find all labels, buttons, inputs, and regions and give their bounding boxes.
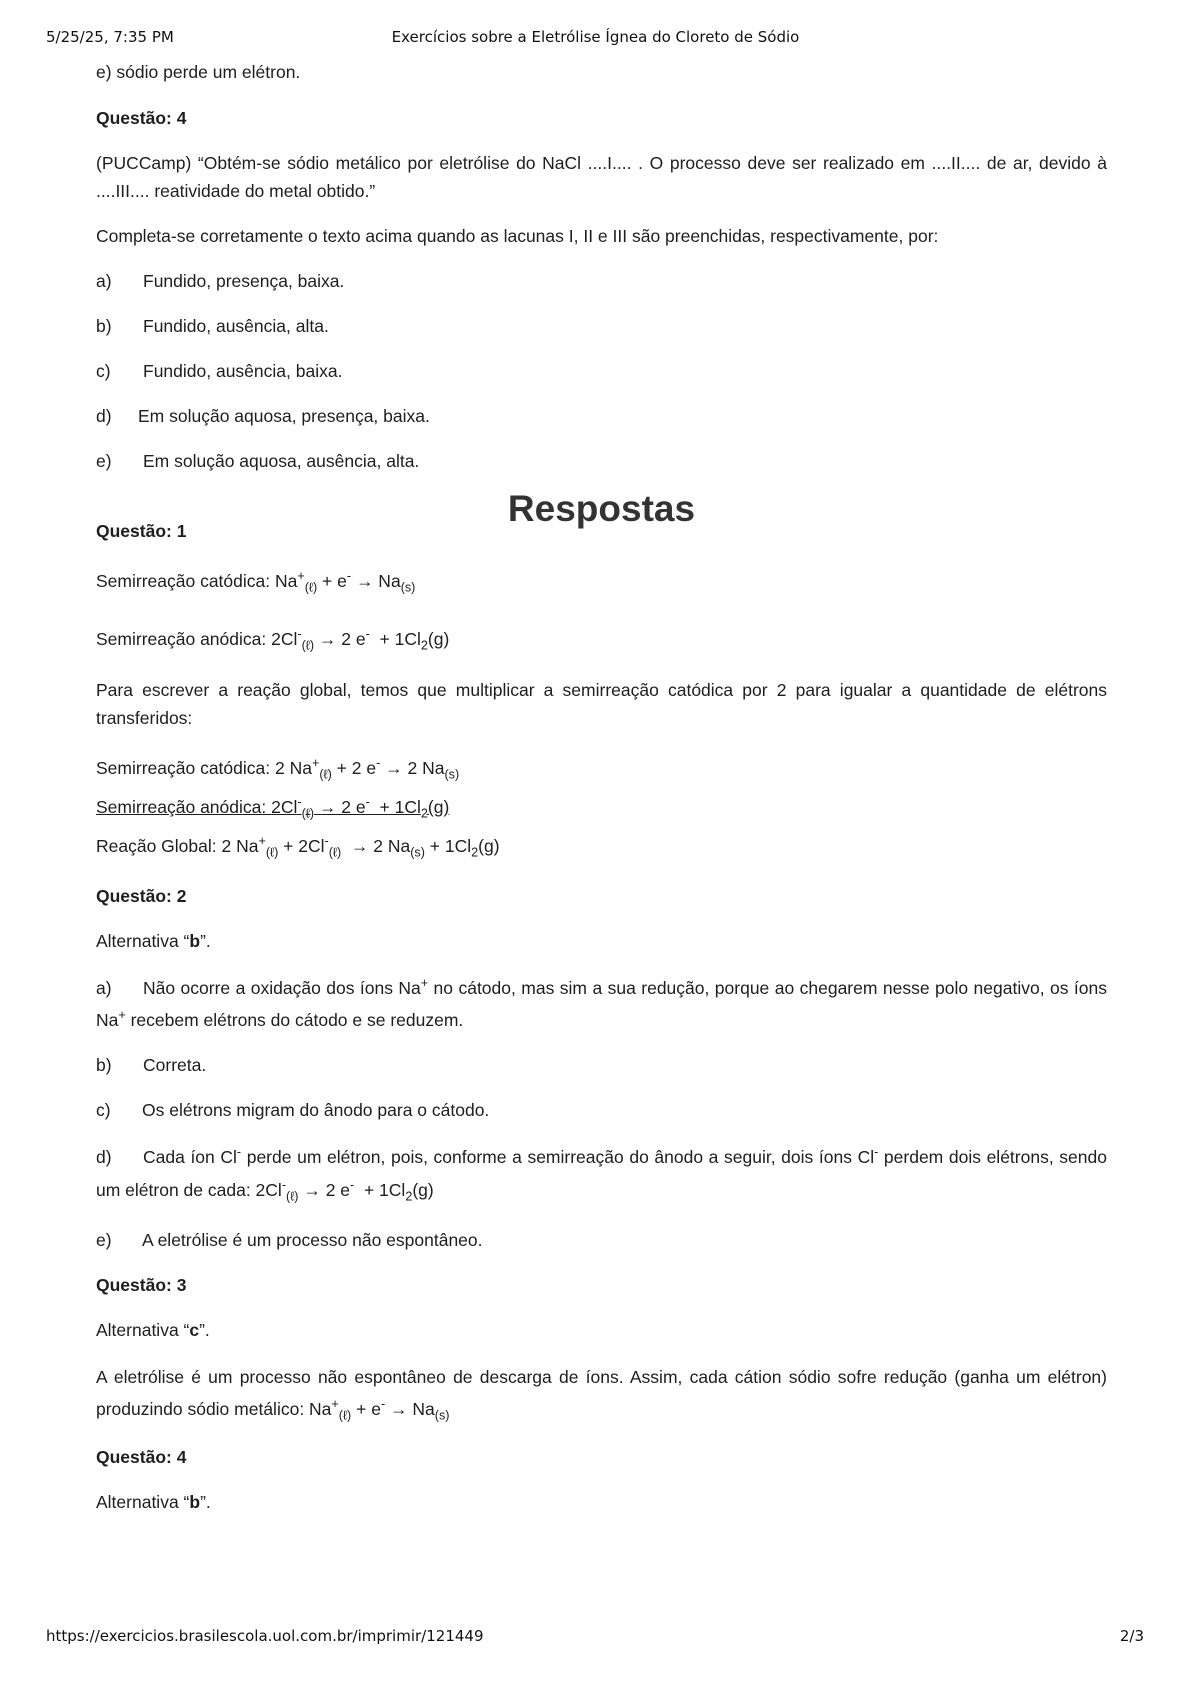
option-letter: a) bbox=[96, 271, 112, 291]
anodic-half-reaction: Semirreação anódica: $2Cl^-_{(\ell)} \to 2$ $e^- + 1Cl_2(g)$ bbox=[96, 627, 450, 653]
item-letter: e) bbox=[96, 1230, 112, 1250]
answer-3-text: A eletrólise é um processo não espontâneo de descarga de íons. Assim, cada cátion sódio sofre redução (ganha um elétron) produzindo sódio metálico: $Na^+_{(\ell)} + e^- \to Na_{(s)}$ bbox=[96, 1367, 1107, 1423]
print-page-title: Exercícios sobre a Eletrólise Ígnea do Cloreto de Sódio bbox=[391, 28, 800, 46]
global-cathodic-label: Semirreação catódica: bbox=[96, 758, 275, 778]
print-datetime: 5/25/25, 7:35 PM bbox=[46, 28, 174, 46]
answers-heading: Respostas bbox=[507, 488, 696, 529]
answer-3-alternative bbox=[96, 1316, 1107, 1344]
option-text: Fundido, presença, baixa. bbox=[143, 271, 345, 291]
page-number: 2/3 bbox=[1119, 1627, 1144, 1645]
item-d-text-1: Cada íon Cl bbox=[143, 1147, 237, 1167]
option-letter: b) bbox=[96, 316, 112, 336]
answer-2-title: Questão: 2 bbox=[96, 886, 187, 906]
answer-2-item-e bbox=[96, 1226, 1107, 1254]
option-letter: c) bbox=[96, 361, 111, 381]
item-a-text-1: Não ocorre a oxidação dos íons Na bbox=[143, 978, 421, 998]
answer-2-item-c bbox=[96, 1096, 1107, 1124]
answer-prefix: Alternativa “ bbox=[96, 931, 190, 951]
print-header bbox=[0, 28, 1191, 50]
option-text: Em solução aquosa, ausência, alta. bbox=[143, 451, 420, 471]
answer-letter: b bbox=[189, 931, 201, 951]
print-url[interactable]: https://exercicios.brasilescola.uol.com.br/imprimir/121449 bbox=[46, 1627, 484, 1645]
item-letter: b) bbox=[96, 1055, 112, 1075]
global-reaction-label: Reação Global: bbox=[96, 836, 222, 856]
item-letter: d) bbox=[96, 1147, 112, 1167]
item-letter: a) bbox=[96, 978, 112, 998]
answer-suffix: ”. bbox=[199, 1320, 210, 1340]
answer-prefix: Alternativa “ bbox=[96, 1320, 190, 1340]
answer-3-title: Questão: 3 bbox=[96, 1275, 187, 1295]
answer-2-item-d: d) Cada íon Cl- perde um elétron, pois, conforme a semirreação do ânodo a seguir, dois íons Cl- perdem dois elétrons, sendo um elétron de cada: $2Cl^-_{(\ell)} \to 2$ $e^- + 1Cl_2(g)$ bbox=[96, 1141, 1107, 1207]
previous-option-e: e) sódio perde um elétron. bbox=[96, 62, 301, 82]
option-text: Em solução aquosa, presença, baixa. bbox=[138, 406, 430, 426]
answer-2-alternative bbox=[96, 927, 1107, 955]
option-letter: d) bbox=[96, 406, 112, 426]
answer-2-item-a: a) Não ocorre a oxidação dos íons Na+ no cátodo, mas sim a sua redução, porque ao chegarem nesse polo negativo, os íons Na+ recebem elétrons do cátodo e se reduzem. bbox=[96, 972, 1107, 1036]
option-a bbox=[96, 267, 1107, 295]
answer-2-item-b bbox=[96, 1051, 1107, 1079]
answer-4-title: Questão: 4 bbox=[96, 1447, 187, 1467]
question-4-title: Questão: 4 bbox=[96, 108, 187, 128]
global-anodic-label: Semirreação anódica: bbox=[96, 797, 272, 817]
cathodic-half-reaction: Semirreação catódica: $Na^+_{(\ell)} + e^- \to Na_{(s)}$ bbox=[96, 569, 416, 595]
option-text: Fundido, ausência, alta. bbox=[143, 316, 329, 336]
answer-4-alternative bbox=[96, 1488, 1107, 1516]
item-letter: c) bbox=[96, 1100, 111, 1120]
question-4-prompt: Completa-se corretamente o texto acima quando as lacunas I, II e III são preenchidas, respectivamente, por: bbox=[96, 226, 939, 246]
answer-letter: b bbox=[189, 1492, 201, 1512]
answer-prefix: Alternativa “ bbox=[96, 1492, 190, 1512]
answer-suffix: ”. bbox=[200, 931, 211, 951]
item-a-text-2: no cátodo, mas sim a sua redução, porque ao chegarem nesse polo negativo, os íons Na bbox=[96, 978, 1107, 1030]
print-footer bbox=[0, 1627, 1191, 1649]
global-anodic-reaction: Semirreação anódica: $2Cl^-_{(\ell)} \to 2$ $e^- + 1Cl_2(g)$ bbox=[96, 795, 450, 821]
option-b bbox=[96, 312, 1107, 340]
item-d-text-3: perdem dois elétrons, sendo um elétron de cada: bbox=[96, 1147, 1107, 1200]
item-e-text: A eletrólise é um processo não espontâneo. bbox=[142, 1230, 483, 1250]
global-reaction: Reação Global: 2 $Na^+_{(\ell)} + 2Cl^-_{(\ell)} \to 2$ $Na_{(s)} + 1Cl_2(g)$ bbox=[96, 834, 500, 860]
answer-1-title: Questão: 1 bbox=[96, 521, 187, 541]
item-a-text-3: recebem elétrons do cátodo e se reduzem. bbox=[125, 1010, 464, 1030]
item-d-text-2: perde um elétron, pois, conforme a semirreação do ânodo a seguir, dois íons Cl bbox=[241, 1147, 875, 1167]
cathodic-label: Semirreação catódica: bbox=[96, 571, 275, 591]
option-d bbox=[96, 402, 1107, 430]
item-c-text: Os elétrons migram do ânodo para o cátodo. bbox=[142, 1100, 490, 1120]
option-text: Fundido, ausência, baixa. bbox=[143, 361, 343, 381]
document-content bbox=[96, 58, 1107, 1516]
answer-letter: c bbox=[189, 1320, 200, 1340]
answer-suffix: ”. bbox=[200, 1492, 211, 1512]
question-4-statement: (PUCCamp) “Obtém-se sódio metálico por eletrólise do NaCl ....I.... . O processo deve ser realizado em ....II.... de ar, devido à ....III.... reatividade do metal obtido.” bbox=[96, 153, 1107, 201]
anodic-label: Semirreação anódica: bbox=[96, 629, 272, 649]
answer-3-body: A eletrólise é um processo não espontâneo de descarga de íons. Assim, cada cátion sódio sofre redução (ganha um elétron) produzindo sódio metálico: bbox=[96, 1367, 1107, 1419]
option-c bbox=[96, 357, 1107, 385]
option-letter: e) bbox=[96, 451, 112, 471]
global-reaction-explanation: Para escrever a reação global, temos que multiplicar a semirreação catódica por 2 para igualar a quantidade de elétrons transferidos: bbox=[96, 680, 1107, 728]
option-e bbox=[96, 447, 1107, 475]
item-b-text: Correta. bbox=[143, 1055, 207, 1075]
global-cathodic-reaction: Semirreação catódica: 2 $Na^+_{(\ell)} + 2$ e- → 2 $Na_{(s)}$ bbox=[96, 756, 460, 782]
question-4-options bbox=[96, 267, 1107, 475]
